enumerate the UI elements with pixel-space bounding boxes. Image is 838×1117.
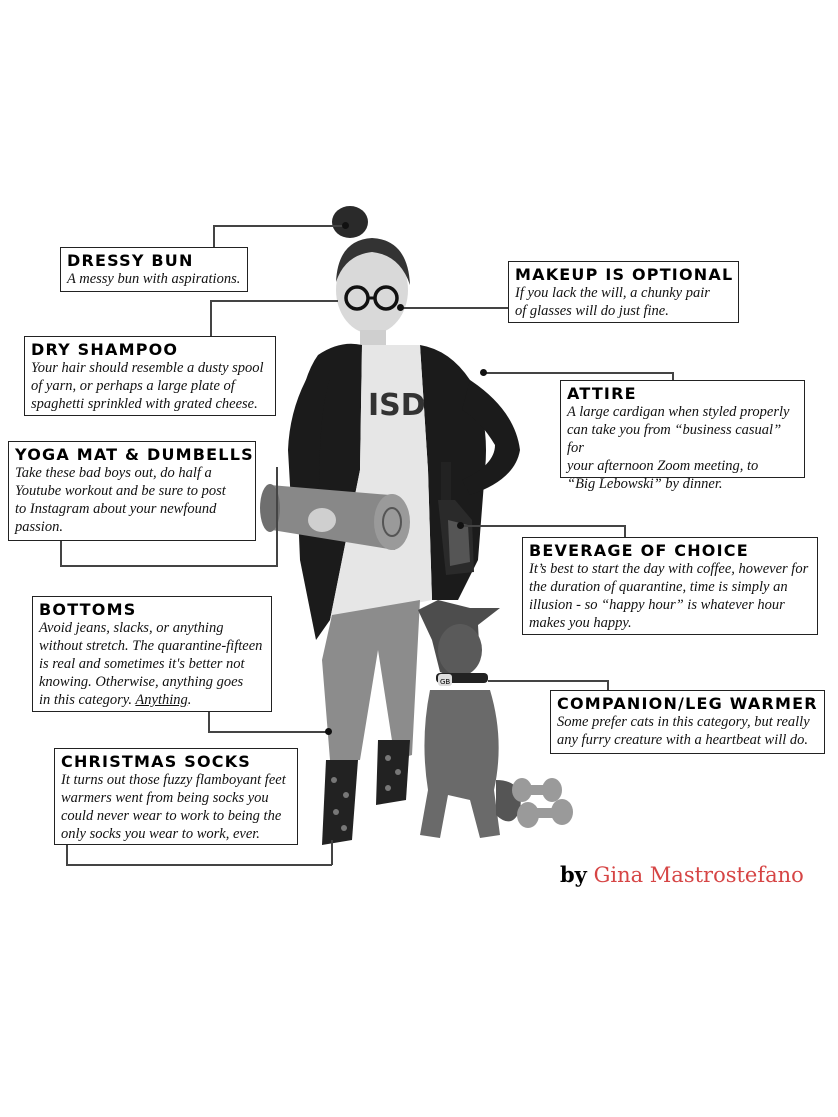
callout-desc-line: Some prefer cats in this category, but really: [557, 714, 810, 730]
callout-title: DRESSY BUN: [67, 251, 194, 270]
callout-companion: [550, 690, 825, 754]
callout-desc-line: is real and sometimes it's better not: [39, 656, 245, 672]
callout-title: YOGA MAT & DUMBELLS: [15, 445, 254, 464]
callout-desc-line: only socks you wear to work, ever.: [61, 826, 260, 842]
callout-desc-line: the duration of quarantine, time is simply an: [529, 579, 788, 595]
callout-desc-line: can take you from “business casual” for: [567, 422, 782, 456]
sock-right: [376, 740, 410, 805]
callout-desc-line: to Instagram about your newfound: [15, 501, 217, 517]
callout-desc-line: of glasses will do just fine.: [515, 303, 669, 319]
callout-title: COMPANION/LEG WARMER: [557, 694, 818, 713]
callout-desc-line: could never wear to work to being the: [61, 808, 282, 824]
callout-title: DRY SHAMPOO: [31, 340, 179, 359]
byline: [560, 862, 804, 887]
callout-christmas-socks: [54, 748, 298, 845]
tshirt-text: ISD: [368, 388, 426, 423]
callout-desc-line: illusion - so “happy hour” is whatever hour: [529, 597, 785, 613]
callout-desc-line: Youtube workout and be sure to post: [15, 483, 226, 499]
callout-desc-line: passion.: [15, 519, 63, 535]
callout-title: ATTIRE: [567, 384, 637, 403]
callout-title: CHRISTMAS SOCKS: [61, 752, 252, 771]
callout-desc-line: Take these bad boys out, do half a: [15, 465, 212, 481]
callout-desc-line: Your hair should resemble a dusty spool: [31, 360, 264, 376]
callout-desc-line: It turns out those fuzzy flamboyant feet: [61, 772, 286, 788]
callout-desc-line: in this category. Anything.: [39, 692, 192, 708]
callout-desc-line: without stretch. The quarantine-fifteen: [39, 638, 263, 654]
callout-bottoms: [32, 596, 272, 712]
hair-bun: [332, 206, 368, 238]
emphasis-anything: Anything: [135, 692, 188, 708]
callout-desc: A messy bun with aspirations.: [67, 271, 241, 287]
callout-desc-line: A large cardigan when styled properly: [567, 404, 790, 420]
leggings: [322, 600, 420, 760]
callout-yoga-mat-dumbells: [8, 441, 256, 541]
callout-desc-line: any furry creature with a heartbeat will do.: [557, 732, 809, 748]
callout-desc-line: “Big Lebowski” by dinner.: [567, 476, 723, 492]
callout-attire: [560, 380, 805, 492]
sock-left: [322, 760, 358, 845]
callout-desc-line: Avoid jeans, slacks, or anything: [39, 620, 224, 636]
callout-desc-line: If you lack the will, a chunky pair: [515, 285, 710, 301]
callout-beverage: [522, 537, 818, 635]
callout-title: MAKEUP IS OPTIONAL: [515, 265, 734, 284]
byline-author: Gina Mastrostefano: [593, 863, 804, 887]
callout-dry-shampoo: [24, 336, 276, 416]
callout-desc-line: of yarn, or perhaps a large plate of: [31, 378, 235, 394]
callout-desc-line: your afternoon Zoom meeting, to: [567, 458, 759, 474]
callout-dressy-bun: [60, 247, 248, 292]
callout-desc-line: knowing. Otherwise, anything goes: [39, 674, 244, 690]
dumbbells: [512, 778, 573, 828]
callout-desc-line: spaghetti sprinkled with grated cheese.: [31, 396, 258, 412]
byline-by: by: [560, 862, 587, 887]
callout-makeup: [508, 261, 739, 323]
svg-text:GB: GB: [440, 678, 451, 686]
callout-title: BOTTOMS: [39, 600, 137, 619]
callout-desc-line: makes you happy.: [529, 615, 632, 631]
callout-desc-line: warmers went from being socks you: [61, 790, 269, 806]
callout-title: BEVERAGE OF CHOICE: [529, 541, 749, 560]
callout-desc-line: It’s best to start the day with coffee, however for: [529, 561, 809, 577]
dog: [418, 600, 521, 838]
